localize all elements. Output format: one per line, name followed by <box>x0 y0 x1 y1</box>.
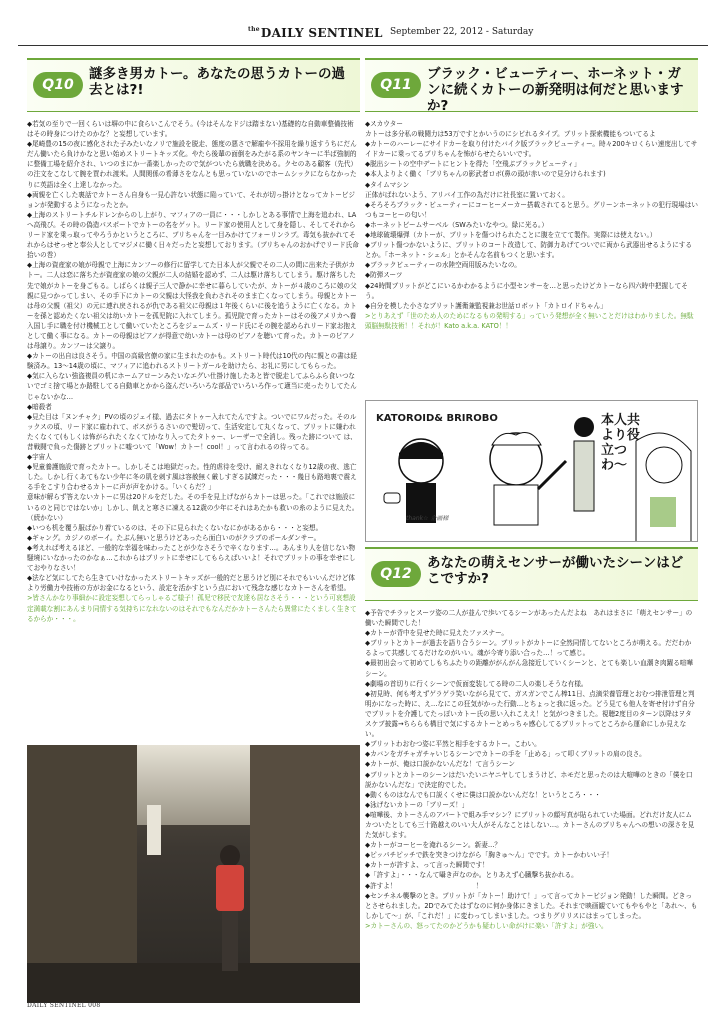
answer-paragraph: ◆いつも机を覆う服ばかり着ているのは、その下に見られたくないなにかがあるから・・・と妄想。 <box>27 523 323 532</box>
alley-boy-illustration <box>27 745 360 1003</box>
answer-paragraph: ◆児童養護施設で育ったカトー。しかしそこは地獄だった。性的虐待を受け、耐えきれなくなり12歳の夜、逃亡した。しかし行くあてもない少年に冬の肌を刺す風は容赦無く厳しすぎる試練だった・・・幾日も路地裏で震える手をこすり合わせるカトーに声が声をかける。「いくらだ？」 <box>27 463 357 492</box>
dateline: September 22, 2012 - Saturday <box>390 27 534 37</box>
answer-paragraph: ◆上海のストリートチルドレンからのし上がり、マフィアの一員に・・・しかしとある事情で上海を追われ、LAへ高飛び。その時の偽造パスポートでカトーの名をゲット。リード家の使用人として身を隠し、そしてそれからリード家を乗っ取ってやろうかというところに、ブリちゃんを一目みかけてフォーリンラブ。毒気も抜かれてそれからはせっせと奉公人としてマジメに働く日々だったと妄想しております。（ブリちゃんのおかげでリード氏命拾いの巻） <box>27 210 359 260</box>
masthead <box>248 26 383 40</box>
answer-paragraph: ◆自分を模した小さなブリット護衛兼監視兼お世話ロボット「カトロイドちゃん」 <box>365 301 607 310</box>
answer-paragraph: ◆ホーネットビームサーベル（SWみたいなやつ。緑に光る。） <box>365 220 548 229</box>
answer-paragraph: ◆カトーが背中を見せた時に見えたファスナー。 <box>365 629 509 638</box>
answer-paragraph: カトーは多分私の戦闘力は53万ですとかいうのにシビれるタイプ。ブリット探索機能もついてるよ <box>365 130 656 139</box>
answer-paragraph: ◆本人よりよく働く「ブリちゃんの影武者ロボ(鼻の頭が赤いので見分けられます) <box>365 170 606 179</box>
masthead-title: DAILY SENTINEL <box>260 26 383 40</box>
answer-paragraph: ◆初見時、何も考えずゲラゲラ笑いながら見てて、ガスガンでこん棒11日、点滴栄養管理とおむつ排泄管理と判明かになった時に、え…なにこの狂気がかった行動…とちょっと我に返った。どう見ても他人を寄せ付けず自分でブリットを介護してたっぽいカトー氏の思い入れこええ！と気がつきました。視聴2度目のターン以降はヲタスケブ披露→ちららも構目で気にするカトーとめっちゃ感心してるブリットってところから運命にしか見えない。 <box>365 689 695 739</box>
manga-caption-left: KATOROID& BRIROBO <box>376 413 498 424</box>
editor-note: >カトーさんの、怒ってたのかどうかも疑わしい命がけに楽い「許すよ」が強い。 <box>365 921 608 930</box>
answer-paragraph: ◆カトーの出自は良さそう。中国の高級官僚の家に生まれたのかも。ストリート時代は10代の内に親との書は経験済み。13〜14歳の頃に、マフィアに追われるストリートガールを助けたら、お礼に男にしてもらった。 <box>27 352 357 371</box>
answer-paragraph: ◆カトーのハーレーにサイドカーを取り付けたバイク版ブラックビューティー。時々200キロくらい速度出してサイドカーに乗ってるブリちゃんを怖がらせたらいいです。 <box>365 140 698 159</box>
answer-paragraph: ◆脱出シートの空中デートにヒントを得た「空飛ぶブラックビューティ」 <box>365 160 581 169</box>
q11-header <box>365 58 698 112</box>
answer-paragraph: ◆両親を亡くした裏話でカトーさん自身も一見心許ない状態に陥っていて、それが切っ掛けとなってカトービジョンが発動するようになったとか。 <box>27 190 356 209</box>
answer-paragraph: ◆カトーが、俺は口説かないんだな！て言うシーン <box>365 760 516 769</box>
sky-shape <box>117 745 267 825</box>
boy-head <box>220 845 240 867</box>
answer-paragraph: 正体がばれないよう、アリバイ工作の為だけに社長室に置いておく。 <box>365 190 569 199</box>
answer-paragraph: ◆スカウター <box>365 120 403 128</box>
answer-paragraph: ◆ブラックビューティーの水陸空両用版みたいなの。 <box>365 261 521 270</box>
q10-title: 謎多き男カトー。あなたの思うカトーの過去とは?! <box>89 66 345 98</box>
answer-paragraph: ◆考えれば考えるほど、一般的な幸福を味わったことが少なさそうで辛くなります…。あんまり人を信じない物騒境にいなかったのかなぁ…これからはブリットに幸せにしてもらえばいいよ！それでブリットの事を幸せにしておやりなさい！ <box>27 543 356 573</box>
answer-paragraph: ◆ブリットとカトーのシーンはだいたいニヤニヤしてしまうけど、ホモだと思ったのは大喧嘩のときの「僕を口説かないんだな」で決定的でした。 <box>365 770 693 789</box>
editor-note: >とりあえず「世のため人のためになるもの発明する」っていう発想が全く無いことだけはわかりました。無駄頭脳無駄技術！！それが！Kato a.k.a. KATO！！ <box>365 311 694 330</box>
answer-paragraph: ◆カトーが許すよ、って言った瞬間です！ <box>365 861 489 870</box>
answer-paragraph: ◆そろそろブラック・ビューティーにコーヒーメーカー搭載されてると思う。グリーンホーネットの犯行現場はいつもコーヒーの匂い！ <box>365 200 698 219</box>
answer-paragraph: ◆上海の資産家の娘が母親で上海にカンフーの修行に留学してた日本人が父親でその二人の間に出来た子供がカトー。二人は恋に落ちたが資産家の娘の父親が二人の結婚を認めず、二人は駆け落ちしてしまう。駆け落ちした先で娘がカトーを身ごもる。しばらくは親子三人で静かに幸せに暮らしていたが、カトーが４歳のころに娘の父親に見つかってしまい、その手下にカトーの父親は大怪我を負わされそのまま亡くなってしまう。母親とカトーは母の父親（祖父）の元に連れ戻されるが仇である祖父に母親は１年後くらいに後を追うように亡くなる。カトーを孫と認めたくない祖父は幼いカトーを孤児院に入れてしまう。孤児院で育ったカトーはその後アメリカへ養入国し手に職を付け機械工として働いていたところをジェームズ・リード氏にその腕を認められリード家お抱えとして働く事になる。カトーの母親はピアノが得意で幼いカトーは母のピアノを聴いて育った。カトーのピアノは母譲り。カンフーは父譲り。 <box>27 261 357 351</box>
answer-paragraph: ◆法など気にしてたら生きていけなかったストリートキッズが一般的だと思うけど別にそれでもいいんだけど体より労働力や技術の方がお金になるという、設定を活かすという点において残念な感じなカトーさんを希望。 <box>27 574 356 593</box>
boy-figure <box>212 845 248 985</box>
answer-paragraph: ◆喧嘩後、カトーさんのアパートで組み手マシン？にブリットの顔写真が貼られていた場面。どれだけ友人にムカついたとしても三十路越えのいい大人がそんなことはしない…。カトーさんのブリちゃんへの想いの深さを見た気がします。 <box>365 810 695 840</box>
ground-shape <box>27 963 360 1003</box>
q12-section <box>365 547 698 931</box>
answer-paragraph: ◆地球破壊爆弾（カトーが、ブリットを傷つけられたことに腹を立てて製作。実際には使えない。） <box>365 231 657 240</box>
katoroid-figure <box>384 439 443 523</box>
q10-header <box>27 58 360 112</box>
q10-section <box>27 58 360 624</box>
answer-paragraph: ◆予告でチラッとスーツ姿の二人が並んで歩いてるシーンがあったんだよね あれはまさに「萌えセンサー」の働いた瞬間でした！ <box>365 609 693 628</box>
page-footer: DAILY SENTINEL 008 <box>27 1002 101 1009</box>
boy-shirt <box>216 865 244 911</box>
q11-badge: Q11 <box>371 72 421 98</box>
answer-paragraph: ◆見た目は「ヌンチャク」PVの頃のジェイ様、過去にタトゥー入れてたんですよ。ついでにワルだった。そのルックスの頃、リード家に雇われて、ボスがうるさいので髪切って、生活安定して丸くなって、ブリットに嫌われたくなくて(もしくは怖がられたくなくて)かなり入ってたタトゥー、レーザーで全消し。残った跡について は、昔戦闘で負った傷跡とブリットに嘘ついて「Wow！カトー！cool！」って言われるの待ってる。 <box>27 412 357 451</box>
q11-answers <box>365 119 698 331</box>
editor-note: >皆さんかなり事細かに設定妄想してらっしゃるご様子！孤児で移民で友達も居なさそう・・・という可哀想設定満載な割にあんまり同情する気持ちになれないのはそれでもなんだかカトーさんたら異常にたくましく生きてるからか・・・。 <box>27 594 357 623</box>
answer-paragraph: ◆カバンをガチャガチャいじるシーンでカトーの手を「止める」って叩くブリットの肩の良さ。 <box>365 750 646 759</box>
answer-paragraph: 意味が解らず答えないカトーに男は20ドルをだした。その手を見上げながらカトーは思った。「これでは施設にいるのと同じではないか」しかし、飢えと寒さに凍える12歳の少年にそれはあたかも救いの糸のように見えた。（続かない） <box>27 493 359 522</box>
katoroid-manga-illustration <box>365 400 698 542</box>
q11-section <box>365 58 698 331</box>
answer-paragraph: ◆泳げないカトーの「ブリーズ！」 <box>365 800 469 809</box>
answer-paragraph: ◆劇場の首切りに行くシーンで仮面変装してる時の二人の楽しそうな有様。 <box>365 679 588 688</box>
answer-paragraph: ◆24時間ブリットがどこにいるかわかるように小型センサーを…と思ったけどカトーなら四六時中把握してそう。 <box>365 281 688 300</box>
boy-legs <box>222 911 238 971</box>
answer-paragraph: ◆ブリット傷つかないように、ブリットのコート改造して、防御力あげてついでに両から武器出せるようにするとか。「ホーネット・シェル」とかそんな名前もつくと思います。 <box>365 241 692 260</box>
manga-signature: thank☆ 企画様 <box>406 515 449 522</box>
q12-header <box>365 547 698 601</box>
answer-paragraph: ◆若気の至りで一回くらいは塀の中に食らいこんでそう。(今はそんなドジは踏まない)基礎的な自動車整備技術はその時身につけたのかな？と妄想しています。 <box>27 120 354 139</box>
answer-paragraph: ◆ブリットわおむつ姿に平然と相手をするカトー。こわい。 <box>365 740 541 749</box>
answer-paragraph: ◆尾崎豊の15の夜に感化された子みたいなノリで施設を脱走、態度の悪さで解雇や不採用を繰り返すうちにだんだん働いたら負けかなと思い始めストリートキッズ化。やたら後輩の面倒をみたがる系のヤンキーに半ば強制的に整備工場を紹介され、いつのまにか一番楽しかったので気がついたら就職を決める。クセのある顧客（先代）の注文をこなして腕を買われ渡米。人間関係の希薄さをなんとも思っていないのでホームシックにならなかったりに英語は全く上達しなかった。 <box>27 140 358 189</box>
answer-paragraph: ◆「許すよ」・・・なんて囁き声なのか。とりあえず心臓撃ち抜かれる。 <box>365 871 578 880</box>
q10-badge: Q10 <box>33 72 83 98</box>
fan-girl-figure <box>636 433 691 542</box>
q12-answers <box>365 608 698 931</box>
q12-badge: Q12 <box>371 561 421 587</box>
hanging-sign-shape <box>147 805 161 855</box>
answer-paragraph: ◆動くものはなんでも口説くくせに僕は口説かないんだな！というところ・・・ <box>365 790 601 799</box>
answer-paragraph: ◆カトーがコーヒーを淹れるシーン。新妻…？ <box>365 841 502 850</box>
answer-paragraph: ◆ギャング。カジノのボーイ。たぶん無いと思うけどあったら面白いのがクラブのポールダンサー。 <box>27 533 321 542</box>
answer-paragraph: ◆最初出会って初めてしもちふたりの距離ががんがん急接近していくシーンと、とても楽しい血潮き肉躍る喧嘩シーン。 <box>365 659 694 678</box>
answer-paragraph: ◆タイムマシン <box>365 180 410 189</box>
answer-paragraph: ◆許すよ！ ！ <box>365 881 483 890</box>
q10-answers <box>27 119 360 624</box>
answer-paragraph: ◆ピッパチピッチで鉄を突きつけながら「胸きゅ〜ん」でです。カトーかわいい子！ <box>365 851 613 860</box>
tablet-figure <box>574 417 594 511</box>
masthead-the: the <box>248 26 260 33</box>
answer-paragraph: ◆暗殺者 <box>27 402 52 411</box>
manga-caption-right: 本人共より役立つわ〜 <box>601 413 641 473</box>
q12-title: あなたの萌えセンサーが働いたシーンはどこですか? <box>427 555 684 587</box>
brirobo-figure <box>490 433 566 525</box>
answer-paragraph: ◆センチネル襲撃のとき。ブリットが「カトー！助けて！」って言ってカトービジョン発動！した瞬間。どきっとさせられました。2Dでみてたはずなのに何か身体にきました。それまで映画観ていてもやもやと「あれ〜、もしかして〜」が、「これだ！」に変わってしまいました。つまりグリリスにはまってしまった。 <box>365 891 698 920</box>
answer-paragraph: ◆気に入らない強盗複員の机にホームアローンみたいなエグい仕掛け施したあと皆で脱走してふらふら食いつないでゴミ捨て場とか路駐してる自動車とかから盗んだいろいろな部品でいろいろ作って適当に売ったりしてたんじゃないかな… <box>27 372 357 401</box>
answer-paragraph: ◆防弾スーツ <box>365 271 403 280</box>
q11-title: ブラック・ビューティー、ホーネット・ガンに続くカトーの新発明は何だと思いますか? <box>427 66 684 114</box>
page-header <box>18 20 708 46</box>
answer-paragraph: ◆宇宙人 <box>27 453 52 462</box>
answer-paragraph: ◆ブリットとカトーが過去を語り合うシーン。ブリットがカトーに全然同情してないところが萌える。だだわかるよって共感してるだけなのがいい。魂が今寄り添い合った…！って感じ。 <box>365 639 692 658</box>
